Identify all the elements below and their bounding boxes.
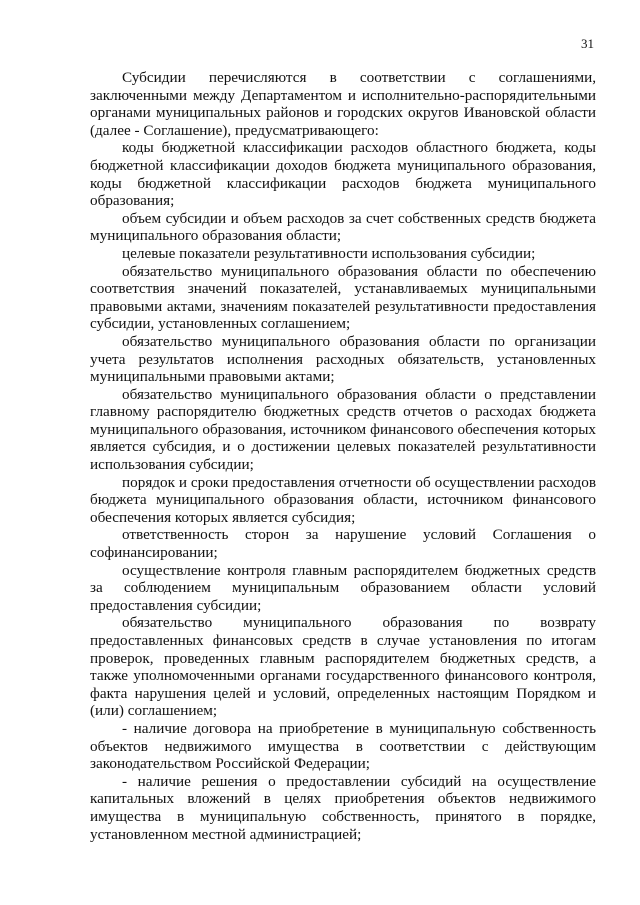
document-body bbox=[90, 69, 596, 843]
page-number: 31 bbox=[581, 36, 594, 51]
paragraph-obligation-accounting: обязательство муниципального образования области по организации учета результатов исполнения расходных обязательств, установленных муниципальными правовыми актами; bbox=[90, 332, 596, 386]
paragraph-capital-investment-decision: - наличие решения о предоставлении субсидий на осуществление капитальных вложений в целях приобретения объектов недвижимого имущества в муниципальную собственность, принятого в порядке, установленном местной администрацией; bbox=[90, 772, 596, 843]
paragraph-reporting-procedure: порядок и сроки предоставления отчетности об осуществлении расходов бюджета муниципального образования области, источником финансового обеспечения которых является субсидия; bbox=[90, 473, 596, 526]
paragraph-subsidy-volume: объем субсидии и объем расходов за счет собственных средств бюджета муниципального образования области; bbox=[90, 209, 596, 245]
paragraph-purchase-contract: - наличие договора на приобретение в муниципальную собственность объектов недвижимого имущества в соответствии с действующим законодательством Российской Федерации; bbox=[90, 719, 596, 773]
paragraph-target-indicators: целевые показатели результативности использования субсидии; bbox=[122, 244, 536, 262]
paragraph-obligation-reporting: обязательство муниципального образования области о представлении главному распорядителю бюджетных средств отчетов о расходах бюджета муниципального образования, источником финансового обеспечения которых является субсидия, и о достижении целевых показателей результативности использования субсидии; bbox=[90, 385, 596, 474]
paragraph-responsibility: ответственность сторон за нарушение условий Соглашения о софинансировании; bbox=[90, 526, 596, 562]
paragraph-intro: Субсидии перечисляются в соответствии с соглашениями, заключенными между Департаментом и исполнительно-распорядительными органами муниципальных районов и городских округов Ивановской области (далее - Соглашение), предусматривающего: bbox=[90, 69, 596, 139]
paragraph-obligation-compliance: обязательство муниципального образования области по обеспечению соответствия значений показателей, устанавливаемых муниципальными правовыми актами, значениям показателей результативности предоставления субсидии, установленных соглашением; bbox=[90, 262, 596, 333]
paragraph-budget-codes: коды бюджетной классификации расходов областного бюджета, коды бюджетной классификации доходов бюджета муниципального образования, коды бюджетной классификации расходов бюджета муниципального образования; bbox=[90, 139, 596, 210]
paragraph-control: осуществление контроля главным распорядителем бюджетных средств за соблюдением муниципальным образованием области условий предоставления субсидии; bbox=[90, 561, 596, 614]
paragraph-obligation-refund: обязательство муниципального образования по возврату предоставленных финансовых средств в случае установления по итогам проверок, проведенных главным распорядителем бюджетных средств, а также уполномоченными органами государственного финансового контроля, факта нарушения целей и условий, определенных настоящим Порядком и (или) соглашением; bbox=[90, 614, 596, 720]
